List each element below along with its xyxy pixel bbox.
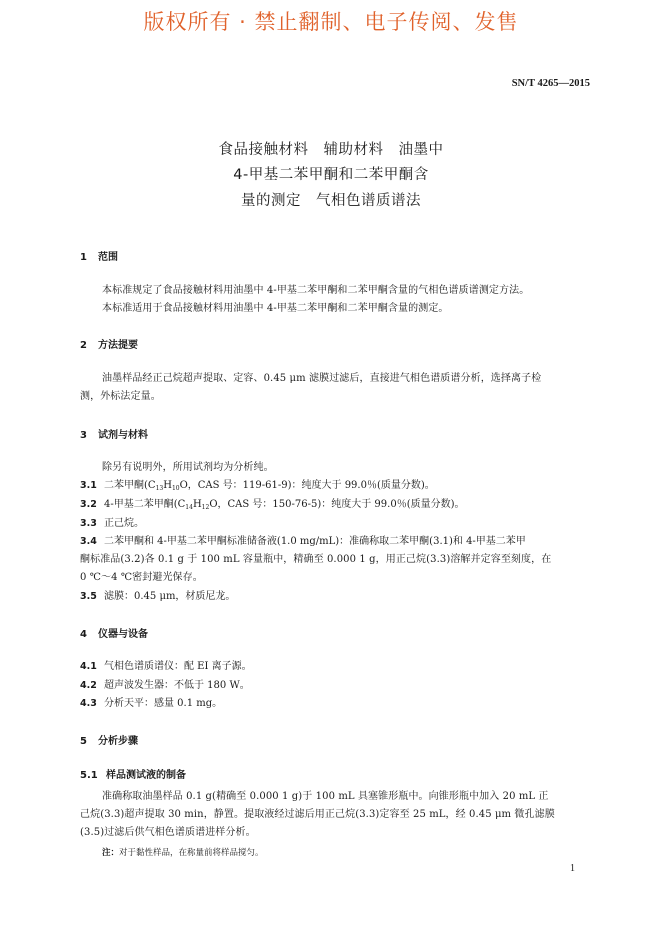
paragraph-line: (3.5)过滤后供气相色谱质谱进样分析。 (80, 827, 256, 838)
list-item-3-3 (80, 515, 144, 533)
item-number: 4.2 (80, 680, 97, 691)
paragraph-line: 准确称取油墨样品 0.1 g(精确至 0.000 1 g)于 100 mL 具塞锥形瓶中。向锥形瓶中加入 20 mL 正 (102, 791, 549, 802)
paragraph-line: 酮标准品(3.2)各 0.1 g 于 100 mL 容量瓶中，精确至 0.000 1 g，用正己烷(3.3)溶解并定容至刻度，在 (80, 554, 552, 565)
note-label: 注： (102, 848, 120, 858)
item-text: 气相色谱质谱仪：配 EI 离子源。 (104, 661, 252, 672)
item-text: 二苯甲酮和 4-甲基二苯甲酮标准储备液(1.0 mg/mL)：准确称取二苯甲酮(3.1)和 4-甲基二苯甲 (104, 536, 526, 547)
paragraph-line: 油墨样品经正己烷超声提取、定容、0.45 μm 滤膜过滤后，直接进气相色谱质谱分析，选择离子检 (102, 373, 542, 384)
list-item-4-3 (80, 695, 222, 713)
section-heading-principle (80, 336, 138, 351)
section-number: 5 (80, 736, 87, 747)
section-title: 分析步骤 (98, 736, 138, 747)
item-number: 3.2 (80, 499, 97, 510)
doc-title-line-2: 4-甲基二苯甲酮和二苯甲酮含 (233, 167, 429, 183)
note-text: 对于黏性样品，在称量前将样品搅匀。 (119, 848, 264, 858)
list-item-3-4 (80, 533, 526, 551)
subscript: 12 (201, 504, 210, 511)
note (102, 846, 264, 858)
standard-number: SN/T 4265—2015 (511, 78, 590, 89)
item-text: O，CAS 号：150-76-5)：纯度大于 99.0％(质量分数)。 (209, 499, 465, 510)
section-title: 范围 (98, 252, 118, 263)
item-number: 3.4 (80, 536, 97, 547)
list-item-3-1 (80, 477, 435, 498)
item-number: 3.1 (80, 480, 97, 491)
item-text: H (192, 499, 202, 510)
list-item-4-1 (80, 658, 252, 676)
section-heading-apparatus (80, 625, 148, 640)
item-text: O，CAS 号：119-61-9)：纯度大于 99.0％(质量分数)。 (179, 480, 435, 491)
item-text: 超声波发生器：不低于 180 W。 (104, 680, 250, 691)
paragraph: 本标准适用于食品接触材料用油墨中 4-甲基二苯甲酮和二苯甲酮含量的测定。 (102, 303, 449, 314)
paragraph-line: 己烷(3.3)超声提取 30 min，静置。提取液经过滤后用正己烷(3.3)定容至 25 mL，经 0.45 μm 微孔滤膜 (80, 809, 555, 820)
item-text: 正己烷。 (104, 518, 144, 529)
list-item-3-5 (80, 588, 235, 606)
section-number: 1 (80, 252, 87, 263)
paragraph: 本标准规定了食品接触材料用油墨中 4-甲基二苯甲酮和二苯甲酮含量的气相色谱质谱测定方法。 (102, 285, 530, 296)
section-number: 4 (80, 629, 87, 640)
section-heading-scope (80, 248, 118, 263)
list-item-4-2 (80, 677, 250, 695)
section-heading-reagents (80, 426, 148, 441)
paragraph-line: 测，外标法定量。 (80, 391, 161, 402)
subscript: 14 (185, 504, 193, 511)
copyright-banner: 版权所有 · 禁止翻制、电子传阅、发售 (143, 10, 519, 34)
doc-title-line-3: 量的测定 气相色谱质谱法 (241, 193, 421, 209)
item-text: 4-甲基二苯甲酮(C (104, 499, 186, 510)
subscript: 13 (155, 485, 164, 492)
item-text: 分析天平：感量 0.1 mg。 (104, 698, 223, 709)
item-text: H (163, 480, 172, 491)
item-text: 二苯甲酮(C (104, 480, 156, 491)
section-title: 仪器与设备 (98, 629, 148, 640)
subsection-heading-5-1 (80, 766, 186, 781)
subsection-number: 5.1 (80, 770, 98, 781)
list-item-3-2 (80, 496, 465, 517)
item-number: 3.5 (80, 591, 97, 602)
subscript: 10 (171, 485, 180, 492)
item-number: 4.3 (80, 698, 97, 709)
section-title: 试剂与材料 (98, 430, 148, 441)
page-number: 1 (570, 863, 575, 874)
subsection-title: 样品测试液的制备 (106, 770, 186, 781)
section-number: 3 (80, 430, 87, 441)
paragraph-line: 0 ℃～4 ℃密封避光保存。 (80, 572, 203, 583)
item-text: 滤膜：0.45 μm，材质尼龙。 (104, 591, 236, 602)
doc-title-line-1: 食品接触材料 辅助材料 油墨中 (218, 142, 444, 158)
section-title: 方法提要 (98, 340, 138, 351)
section-heading-procedure (80, 732, 138, 747)
paragraph: 除另有说明外，所用试剂均为分析纯。 (102, 462, 274, 473)
item-number: 4.1 (80, 661, 97, 672)
section-number: 2 (80, 340, 87, 351)
item-number: 3.3 (80, 518, 97, 529)
